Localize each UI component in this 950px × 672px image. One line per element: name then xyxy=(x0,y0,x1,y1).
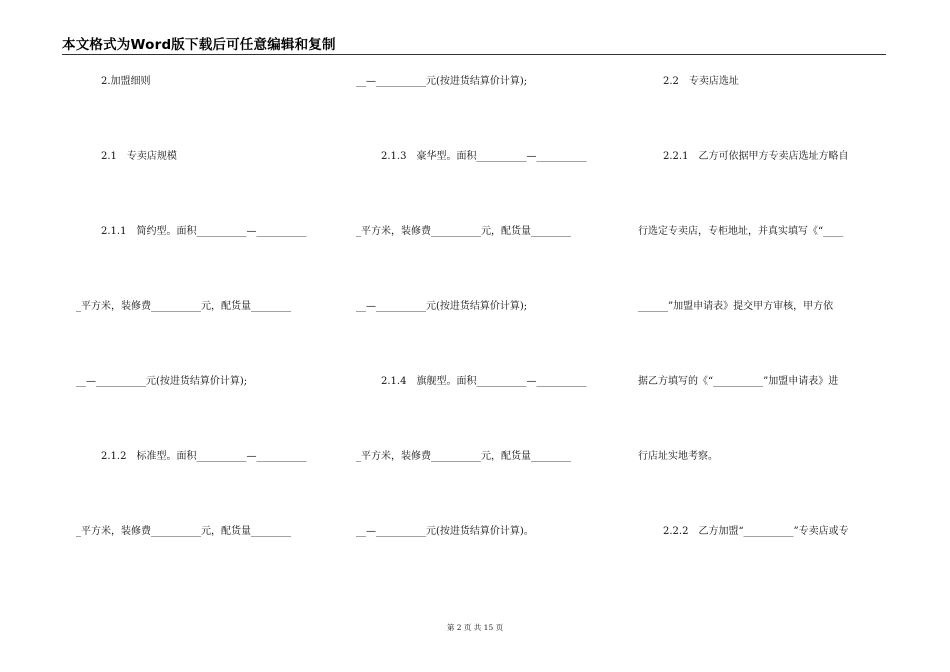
paragraph-line: _平方米，装修费__________元，配货量________ xyxy=(76,526,291,537)
text-column-1 xyxy=(76,76,328,596)
paragraph-line: __—__________元(按进货结算价计算); xyxy=(356,76,528,87)
paragraph-line: 2.1.4 旗舰型。面积__________—__________ xyxy=(381,376,587,387)
paragraph-line: _平方米，装修费__________元，配货量________ xyxy=(356,451,571,462)
document-header-title: 本文格式为Word版下载后可任意编辑和复制 xyxy=(62,37,336,53)
text-column-2 xyxy=(356,76,608,596)
paragraph-line: 2.1 专卖店规模 xyxy=(101,151,177,162)
paragraph-line: __—__________元(按进货结算价计算); xyxy=(76,376,248,387)
paragraph-line: 2.2.1 乙方可依据甲方专卖店选址方略自 xyxy=(663,151,849,162)
paragraph-line: 2.2 专卖店选址 xyxy=(663,76,739,87)
paragraph-line: 行店址实地考察。 xyxy=(638,451,718,462)
paragraph-line: 2.2.2 乙方加盟“__________”专卖店或专 xyxy=(663,526,849,537)
paragraph-line: _平方米，装修费__________元，配货量________ xyxy=(356,226,571,237)
paragraph-line: 2.1.1 简约型。面积__________—__________ xyxy=(101,226,307,237)
paragraph-line: 2.1.2 标准型。面积__________—__________ xyxy=(101,451,307,462)
paragraph-line: ______”加盟申请表》提交甲方审核，甲方依 xyxy=(638,301,834,312)
paragraph-line: __—__________元(按进货结算价计算); xyxy=(356,301,528,312)
paragraph-line: 2.加盟细则 xyxy=(101,76,151,87)
paragraph-line: __—__________元(按进货结算价计算)。 xyxy=(356,526,534,537)
paragraph-line: 据乙方填写的《“__________”加盟申请表》进 xyxy=(638,376,839,387)
paragraph-line: 行选定专卖店，专柜地址，并真实填写《“____ xyxy=(638,226,844,237)
paragraph-line: 2.1.3 豪华型。面积__________—__________ xyxy=(381,151,587,162)
header-divider xyxy=(62,54,886,55)
paragraph-line: _平方米，装修费__________元，配货量________ xyxy=(76,301,291,312)
text-column-3 xyxy=(638,76,890,596)
page-number: 第 2 页 共 15 页 xyxy=(446,623,504,632)
